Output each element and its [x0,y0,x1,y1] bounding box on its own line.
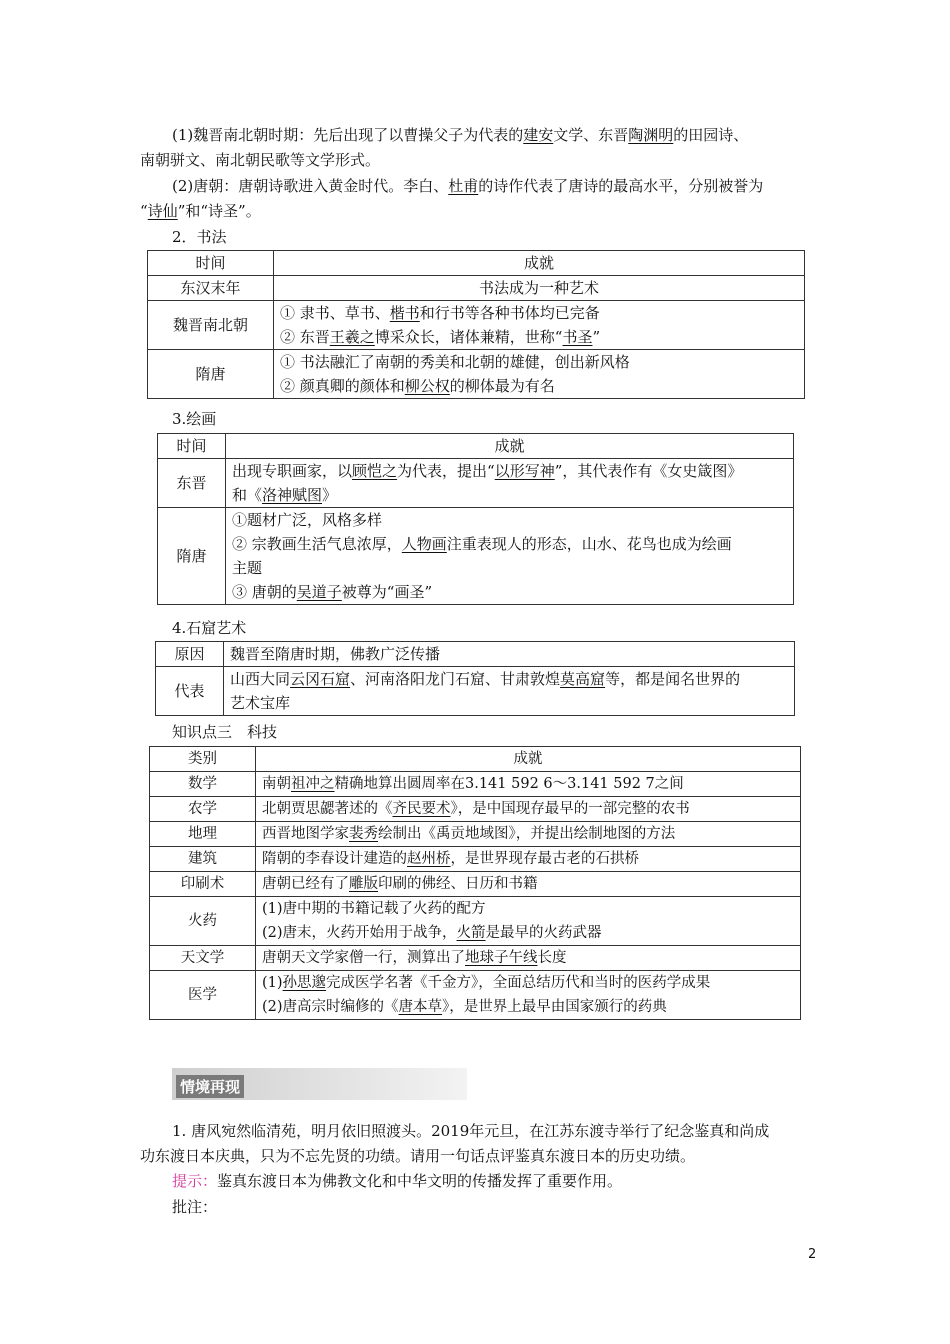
row-type: 印刷术 [150,872,256,897]
header-achievement: 成就 [274,251,805,276]
table-row [158,434,794,459]
question-line1: 1. 唐风宛然临清苑，明月依旧照渡头。2019年元旦，在江苏东渡寺举行了纪念鉴真和尚成 [172,1122,770,1140]
painting-table [157,433,794,605]
intro-para2-line1: (2)唐朝：唐朝诗歌进入黄金时代。李白、杜甫的诗作代表了唐诗的最高水平，分别被誉为 [172,177,764,195]
row-type: 火药 [150,897,256,946]
hint-label: 提示： [172,1172,218,1190]
intro-para1-line2: 南朝骈文、南北朝民歌等文学形式。 [140,151,381,169]
table-row [158,459,794,508]
table-row [150,747,801,772]
table-row [156,642,795,667]
header-time: 时间 [158,434,226,459]
row-achievement: ① 书法融汇了南朝的秀美和北朝的雄健，创出新风格 ② 颜真卿的颜体和柳公权的柳体最为有名 [274,350,805,399]
row-achievement: 西晋地图学家裴秀绘制出《禹贡地域图》，并提出绘制地图的方法 [256,822,801,847]
row-achievement: 唐朝已经有了雕版印刷的佛经、日历和书籍 [256,872,801,897]
grotto-heading: 4.石窟艺术 [172,619,247,637]
table-row [150,946,801,971]
table-row [150,872,801,897]
table-row [148,276,805,301]
row-type: 医学 [150,971,256,1020]
question-line2: 功东渡日本庆典，只为不忘先贤的功绩。请用一句话点评鉴真东渡日本的历史功绩。 [140,1147,696,1165]
row-achievement: (1)孙思邈完成医学名著《千金方》，全面总结历代和当时的医药学成果 (2)唐高宗时编修的《唐本草》，是世界上最早由国家颁行的药典 [256,971,801,1020]
table-row [148,251,805,276]
header-time: 时间 [148,251,274,276]
table-row [148,301,805,350]
row-time: 魏晋南北朝 [148,301,274,350]
table-row [150,772,801,797]
row-achievement: ①题材广泛，风格多样 ② 宗教画生活气息浓厚，人物画注重表现人的形态，山水、花鸟也成为绘画 主题 ③ 唐朝的吴道子被尊为“画圣” [226,508,794,605]
page-number: 2 [808,1247,817,1262]
row-achievement: 出现专职画家，以顾恺之为代表，提出“以形写神”，其代表作有《女史箴图》 和《洛神赋图》 [226,459,794,508]
hint-text: 鉴真东渡日本为佛教文化和中华文明的传播发挥了重要作用。 [217,1172,623,1190]
table-row [150,797,801,822]
tech-table [149,746,801,1020]
row-type: 农学 [150,797,256,822]
table-row [150,822,801,847]
row-time: 东晋 [158,459,226,508]
row-time: 东汉末年 [148,276,274,301]
header-achievement: 成就 [256,747,801,772]
row-achievement: 书法成为一种艺术 [274,276,805,301]
table-row [150,971,801,1020]
table-row [150,897,801,946]
row-achievement: 隋朝的李春设计建造的赵州桥，是世界现存最古老的石拱桥 [256,847,801,872]
tech-heading: 知识点三 科技 [172,723,278,741]
row-type: 数学 [150,772,256,797]
header-type: 类别 [150,747,256,772]
table-row [150,847,801,872]
scenario-banner-label: 情境再现 [176,1075,244,1098]
painting-heading: 3.绘画 [172,410,217,428]
row-time: 隋唐 [148,350,274,399]
calligraphy-table [147,250,805,399]
table-row [158,508,794,605]
row-text: 魏晋至隋唐时期，佛教广泛传播 [224,642,795,667]
row-type: 地理 [150,822,256,847]
row-achievement: (1)唐中期的书籍记载了火药的配方 (2)唐末，火药开始用于战争，火箭是最早的火药武器 [256,897,801,946]
row-time: 隋唐 [158,508,226,605]
row-text: 山西大同云冈石窟、河南洛阳龙门石窟、甘肃敦煌莫高窟等，都是闻名世界的 艺术宝库 [224,667,795,716]
row-achievement: 北朝贾思勰著述的《齐民要术》，是中国现存最早的一部完整的农书 [256,797,801,822]
row-achievement: ① 隶书、草书、楷书和行书等各种书体均已完备 ② 东晋王羲之博采众长，诸体兼精，世称“书圣” [274,301,805,350]
calligraphy-heading: 2．书法 [172,228,227,246]
hint-line [172,1170,622,1192]
row-type: 建筑 [150,847,256,872]
grotto-table [155,641,795,716]
row-label: 原因 [156,642,224,667]
row-achievement: 南朝祖冲之精确地算出圆周率在3.141 592 6～3.141 592 7之间 [256,772,801,797]
intro-para1-line1: (1)魏晋南北朝时期：先后出现了以曹操父子为代表的建安文学、东晋陶渊明的田园诗、 [172,126,749,144]
note-label: 批注： [172,1198,218,1216]
table-row [156,667,795,716]
row-label: 代表 [156,667,224,716]
row-achievement: 唐朝天文学家僧一行，测算出了地球子午线长度 [256,946,801,971]
row-type: 天文学 [150,946,256,971]
header-achievement: 成就 [226,434,794,459]
scenario-banner [172,1068,467,1100]
intro-para2-line2: “诗仙”和“诗圣”。 [140,202,261,220]
table-row [148,350,805,399]
